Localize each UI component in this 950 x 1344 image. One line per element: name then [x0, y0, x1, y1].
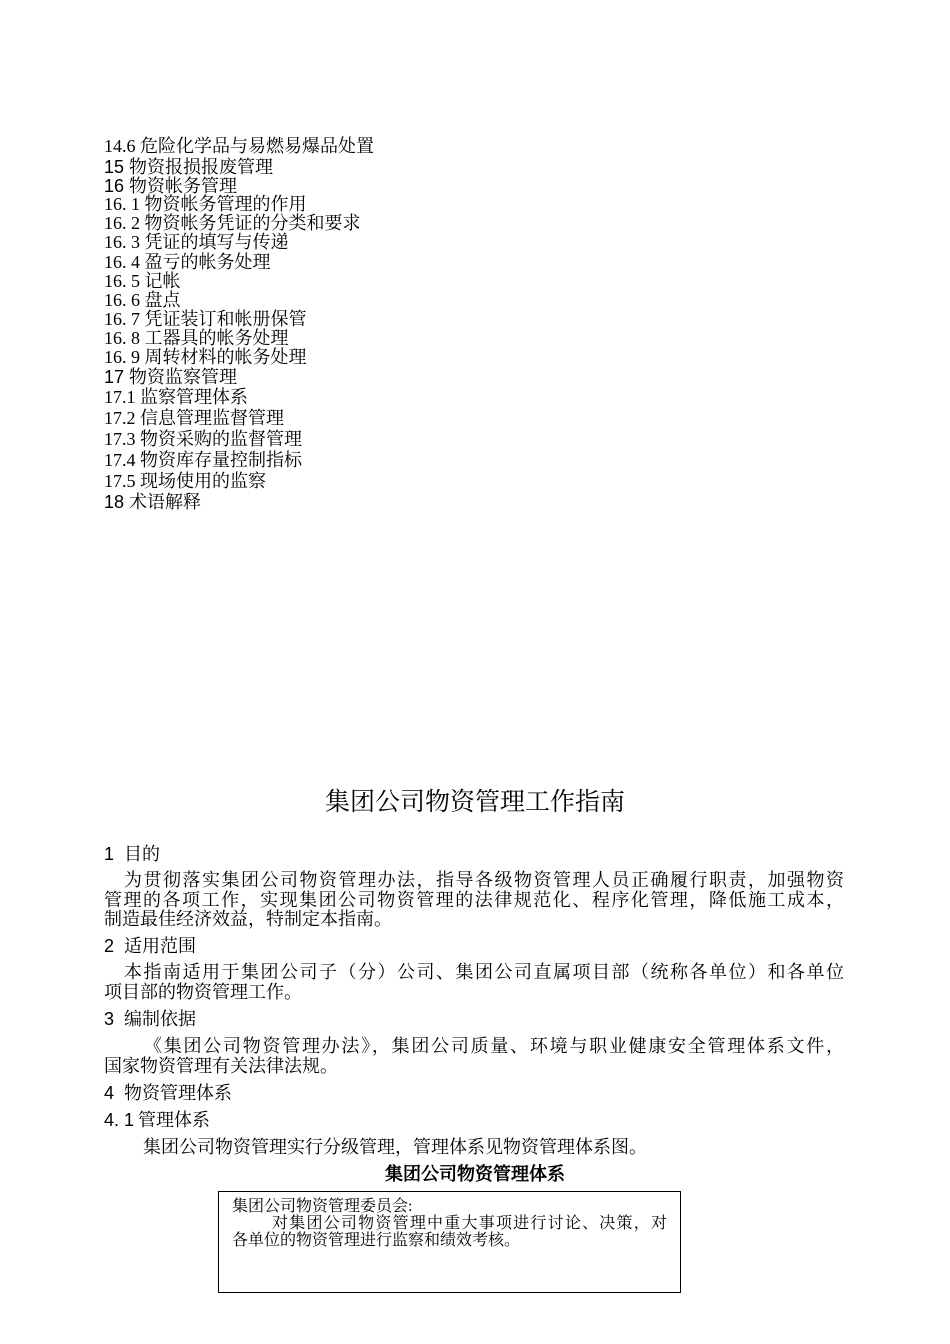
- section-title: 目的: [124, 844, 160, 864]
- toc-item: 17.3 物资采购的监督管理: [104, 429, 302, 449]
- box-heading: 集团公司物资管理委员会:: [232, 1198, 413, 1215]
- section-number: 1: [104, 844, 115, 864]
- paragraph-line: 为贯彻落实集团公司物资管理办法，指导各级物资管理人员正确履行职责，加强物资: [124, 870, 844, 890]
- paragraph-line: 项目部的物资管理工作。: [104, 982, 302, 1002]
- section-number: 4: [104, 1083, 115, 1103]
- box-line: 对集团公司物资管理中重大事项进行讨论、决策，对: [272, 1215, 667, 1232]
- subsection-number: 4. 1: [104, 1110, 135, 1130]
- toc-item: 17.4 物资库存量控制指标: [104, 450, 302, 470]
- paragraph-line: 制造最佳经济效益，特制定本指南。: [104, 909, 392, 929]
- subsection-title: 管理体系: [138, 1110, 210, 1130]
- section-number: 3: [104, 1009, 115, 1029]
- toc-chapter: 15 物资报损报废管理: [104, 157, 274, 177]
- toc-item: 16. 2 物资帐务凭证的分类和要求: [104, 213, 361, 233]
- section-title: 编制依据: [124, 1009, 196, 1029]
- toc-item: 16. 6 盘点: [104, 290, 181, 310]
- section-number: 2: [104, 936, 115, 956]
- paragraph-line: 《集团公司物资管理办法》，集团公司质量、环境与职业健康安全管理体系文件，: [144, 1036, 844, 1056]
- toc-item: 17.2 信息管理监督管理: [104, 408, 284, 428]
- diagram-box-committee: [218, 1191, 681, 1293]
- toc-chapter: 18 术语解释: [104, 492, 202, 512]
- diagram-title: 集团公司物资管理体系: [385, 1164, 565, 1184]
- toc-item: 16. 4 盈亏的帐务处理: [104, 252, 271, 272]
- paragraph-line: 管理的各项工作，实现集团公司物资管理的法律规范化、程序化管理，降低施工成本，: [104, 890, 844, 910]
- toc-chapter: 16 物资帐务管理: [104, 176, 238, 196]
- toc-chapter: 17 物资监察管理: [104, 367, 238, 387]
- toc-item: 16. 5 记帐: [104, 271, 181, 291]
- document-title: 集团公司物资管理工作指南: [324, 788, 625, 816]
- section-title: 适用范围: [124, 936, 196, 956]
- paragraph-line: 国家物资管理有关法律法规。: [104, 1056, 338, 1076]
- box-line: 各单位的物资管理进行监察和绩效考核。: [232, 1232, 521, 1249]
- toc-item: 17.5 现场使用的监察: [104, 471, 266, 491]
- paragraph-line: 集团公司物资管理实行分级管理，管理体系见物资管理体系图。: [143, 1137, 647, 1157]
- toc-item: 14.6 危险化学品与易燃易爆品处置: [104, 136, 374, 156]
- toc-item: 16. 3 凭证的填写与传递: [104, 232, 289, 252]
- toc-item: 17.1 监察管理体系: [104, 387, 248, 407]
- toc-item: 16. 9 周转材料的帐务处理: [104, 347, 307, 367]
- toc-item: 16. 1 物资帐务管理的作用: [104, 194, 307, 214]
- toc-item: 16. 7 凭证装订和帐册保管: [104, 309, 307, 329]
- paragraph-line: 本指南适用于集团公司子（分）公司、集团公司直属项目部（统称各单位）和各单位: [124, 962, 844, 982]
- section-title: 物资管理体系: [124, 1083, 232, 1103]
- toc-item: 16. 8 工器具的帐务处理: [104, 328, 289, 348]
